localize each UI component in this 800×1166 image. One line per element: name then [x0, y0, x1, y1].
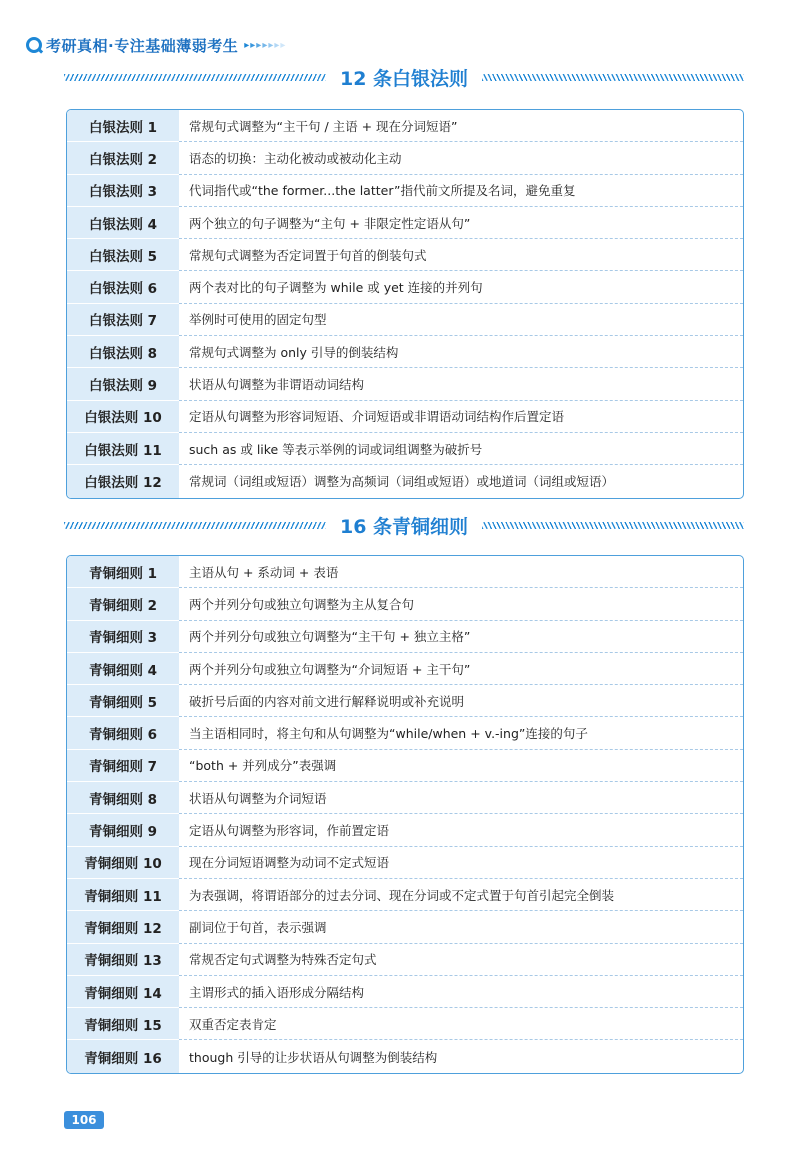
table-row [67, 685, 743, 717]
table-row [67, 814, 743, 846]
rule-label: 青铜细则 9 [67, 814, 179, 846]
rule-description: 状语从句调整为非谓语动词结构 [179, 368, 743, 400]
rule-label: 青铜细则 11 [67, 879, 179, 911]
table-row [67, 911, 743, 943]
rule-label: 白银法则 10 [67, 401, 179, 433]
rule-description: 现在分词短语调整为动词不定式短语 [179, 847, 743, 879]
table-row [67, 271, 743, 303]
rule-label: 青铜细则 15 [67, 1008, 179, 1040]
rule-label: 白银法则 5 [67, 239, 179, 271]
hatch-decoration-right [482, 74, 744, 81]
rule-description: 举例时可使用的固定句型 [179, 304, 743, 336]
rule-description: though 引导的让步状语从句调整为倒装结构 [189, 1049, 438, 1065]
brand-tagline: 专注基础薄弱考生 [114, 36, 239, 55]
rule-description: 语态的切换：主动化被动或被动化主动 [179, 142, 743, 174]
table-row [67, 847, 743, 879]
rule-label: 青铜细则 14 [67, 976, 179, 1008]
rule-description: 双重否定表肯定 [179, 1008, 743, 1040]
rule-description: 定语从句调整为形容词，作前置定语 [179, 814, 743, 846]
table-row [67, 239, 743, 271]
rule-label: 青铜细则 8 [67, 782, 179, 814]
rule-description: 两个并列分句或独立句调整为主从复合句 [179, 588, 743, 620]
table-row [67, 401, 743, 433]
table-row [67, 556, 743, 588]
table-row [67, 944, 743, 976]
table-row [67, 588, 743, 620]
table-row [67, 336, 743, 368]
rule-label: 青铜细则 5 [67, 685, 179, 717]
table-row [67, 782, 743, 814]
rule-description: 两个并列分句或独立句调整为“介词短语 + 主干句” [179, 653, 743, 685]
rule-description: 常规句式调整为 only 引导的倒装结构 [179, 336, 743, 368]
hatch-decoration-left [64, 522, 326, 529]
table-row [67, 750, 743, 782]
arrows-decoration-icon: ▸▸▸▸▸▸▸ [244, 39, 287, 51]
rule-description: such as 或 like 等表示举例的词或词组调整为破折号 [179, 433, 743, 465]
rule-label: 青铜细则 7 [67, 750, 179, 782]
table-row [67, 879, 743, 911]
rule-description: 常规否定句式调整为特殊否定句式 [179, 944, 743, 976]
table-row [67, 1008, 743, 1040]
rule-label: 白银法则 9 [67, 368, 179, 400]
rule-description: 常规词（词组或短语）调整为高频词（词组或短语）或地道词（词组或短语） [189, 474, 615, 490]
table-row [67, 465, 743, 497]
table-row [67, 175, 743, 207]
table-row [67, 653, 743, 685]
silver-rules-table [66, 109, 744, 499]
section-title-silver: 12 条白银法则 [339, 67, 469, 90]
bronze-rules-table [66, 555, 744, 1074]
brand-name: 考研真相· [46, 36, 115, 55]
rule-description: 两个表对比的句子调整为 while 或 yet 连接的并列句 [179, 271, 743, 303]
rule-description: 破折号后面的内容对前文进行解释说明或补充说明 [179, 685, 743, 717]
table-row [67, 433, 743, 465]
rule-label: 白银法则 3 [67, 175, 179, 207]
rule-label: 白银法则 2 [67, 142, 179, 174]
hatch-decoration-right [482, 522, 744, 529]
rule-label: 青铜细则 4 [67, 653, 179, 685]
table-row [67, 207, 743, 239]
rule-description: 状语从句调整为介词短语 [179, 782, 743, 814]
rule-description: 代词指代或“the former...the latter”指代前文所提及名词，避免重复 [179, 175, 743, 207]
section-title-bronze: 16 条青铜细则 [339, 515, 469, 538]
rule-description: 常规句式调整为“主干句 / 主语 + 现在分词短语” [179, 110, 743, 142]
rule-description: 定语从句调整为形容词短语、介词短语或非谓语动词结构作后置定语 [179, 401, 743, 433]
search-logo-icon [26, 37, 42, 53]
rule-description: 两个并列分句或独立句调整为“主干句 + 独立主格” [179, 621, 743, 653]
rule-label: 白银法则 11 [67, 433, 179, 465]
table-row [67, 976, 743, 1008]
rule-label: 青铜细则 10 [67, 847, 179, 879]
rule-label: 青铜细则 1 [67, 556, 179, 588]
table-row [67, 142, 743, 174]
rule-label: 白银法则 7 [67, 304, 179, 336]
rule-label: 青铜细则 13 [67, 944, 179, 976]
rule-description: 主谓形式的插入语形成分隔结构 [179, 976, 743, 1008]
rule-label: 白银法则 1 [67, 110, 179, 142]
rule-label: 青铜细则 12 [67, 911, 179, 943]
rule-description: 主语从句 + 系动词 + 表语 [179, 556, 743, 588]
rule-label: 白银法则 8 [67, 336, 179, 368]
rule-label: 青铜细则 6 [67, 717, 179, 749]
table-row [67, 368, 743, 400]
rule-description: 为表强调，将谓语部分的过去分词、现在分词或不定式置于句首引起完全倒装 [179, 879, 743, 911]
rule-label: 青铜细则 16 [67, 1040, 179, 1072]
hatch-decoration-left [64, 74, 326, 81]
page-header [26, 34, 286, 56]
rule-description: 副词位于句首，表示强调 [179, 911, 743, 943]
rule-label: 青铜细则 3 [67, 621, 179, 653]
section-heading-bronze [64, 512, 744, 538]
rule-description: 常规句式调整为否定词置于句首的倒装句式 [179, 239, 743, 271]
table-row [67, 717, 743, 749]
rule-description: 当主语相同时，将主句和从句调整为“while/when + v.-ing”连接的句子 [179, 717, 743, 749]
table-row [67, 304, 743, 336]
rule-label: 白银法则 12 [67, 465, 179, 497]
rule-description: 两个独立的句子调整为“主句 + 非限定性定语从句” [179, 207, 743, 239]
table-row [67, 621, 743, 653]
rule-label: 青铜细则 2 [67, 588, 179, 620]
rule-label: 白银法则 4 [67, 207, 179, 239]
table-row [67, 1040, 743, 1072]
page-number: 106 [64, 1111, 104, 1129]
table-row [67, 110, 743, 142]
section-heading-silver [64, 64, 744, 90]
rule-description: “both + 并列成分”表强调 [179, 750, 743, 782]
rule-label: 白银法则 6 [67, 271, 179, 303]
